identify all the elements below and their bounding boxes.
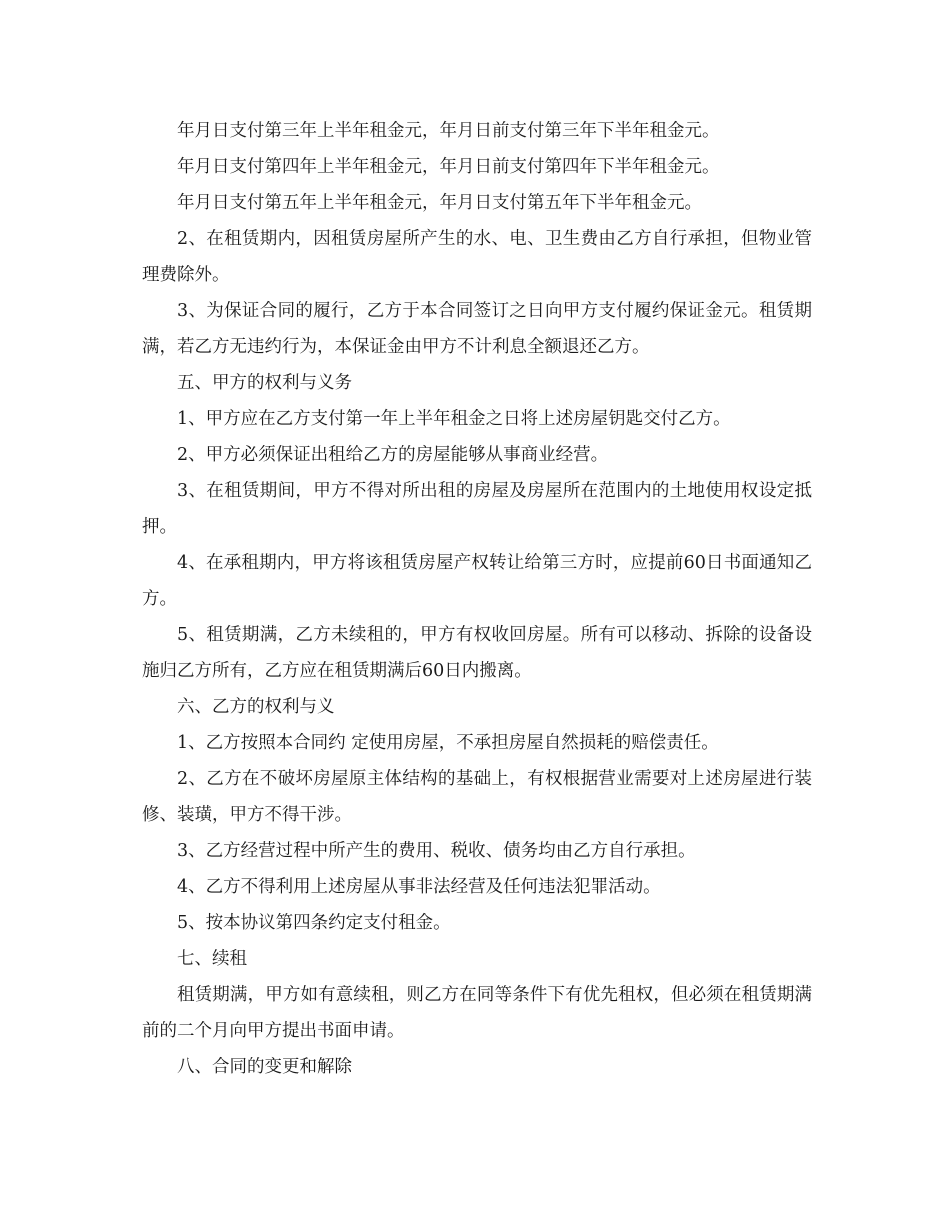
paragraph-party-a-3: 3、在租赁期间，甲方不得对所出租的房屋及房屋所在范围内的土地使用权设定抵押。 bbox=[142, 481, 812, 537]
paragraph-party-b-1: 1、乙方按照本合同约 定使用房屋，不承担房屋自然损耗的赔偿责任。 bbox=[177, 733, 719, 753]
paragraph-renewal: 租赁期满，甲方如有意续租，则乙方在同等条件下有优先租权，但必须在租赁期满前的二个月向甲方提出书面申请。 bbox=[142, 985, 812, 1041]
paragraph-rent-year3: 年月日支付第三年上半年租金元，年月日前支付第三年下半年租金元。 bbox=[177, 121, 720, 141]
section-heading-party-a: 五、甲方的权利与义务 bbox=[177, 373, 352, 393]
paragraph-party-a-5: 5、租赁期满，乙方未续租的，甲方有权收回房屋。所有可以移动、拆除的设备设施归乙方所有，乙方应在租赁期满后60日内搬离。 bbox=[142, 625, 812, 681]
paragraph-party-b-3: 3、乙方经营过程中所产生的费用、税收、债务均由乙方自行承担。 bbox=[177, 841, 696, 861]
paragraph-party-a-4: 4、在承租期内，甲方将该租赁房屋产权转让给第三方时，应提前60日书面通知乙方。 bbox=[142, 553, 812, 609]
paragraph-party-a-2: 2、甲方必须保证出租给乙方的房屋能够从事商业经营。 bbox=[177, 445, 609, 465]
paragraph-party-b-5: 5、按本协议第四条约定支付租金。 bbox=[177, 913, 451, 933]
paragraph-rent-year4: 年月日支付第四年上半年租金元，年月日前支付第四年下半年租金元。 bbox=[177, 157, 720, 177]
section-heading-contract-change: 八、合同的变更和解除 bbox=[177, 1057, 352, 1077]
document-body bbox=[142, 113, 812, 1085]
paragraph-party-a-1: 1、甲方应在乙方支付第一年上半年租金之日将上述房屋钥匙交付乙方。 bbox=[177, 409, 731, 429]
paragraph-rent-year5: 年月日支付第五年上半年租金元，年月日支付第五年下半年租金元。 bbox=[177, 193, 702, 213]
paragraph-party-b-4: 4、乙方不得利用上述房屋从事非法经营及任何违法犯罪活动。 bbox=[177, 877, 661, 897]
section-heading-renewal: 七、续租 bbox=[177, 949, 247, 969]
paragraph-utilities: 2、在租赁期内，因租赁房屋所产生的水、电、卫生费由乙方自行承担，但物业管理费除外。 bbox=[142, 229, 812, 285]
section-heading-party-b: 六、乙方的权利与义 bbox=[177, 697, 335, 717]
paragraph-deposit: 3、为保证合同的履行，乙方于本合同签订之日向甲方支付履约保证金元。租赁期满，若乙方无违约行为，本保证金由甲方不计利息全额退还乙方。 bbox=[142, 301, 812, 357]
paragraph-party-b-2: 2、乙方在不破坏房屋原主体结构的基础上，有权根据营业需要对上述房屋进行装修、装璜，甲方不得干涉。 bbox=[142, 769, 812, 825]
